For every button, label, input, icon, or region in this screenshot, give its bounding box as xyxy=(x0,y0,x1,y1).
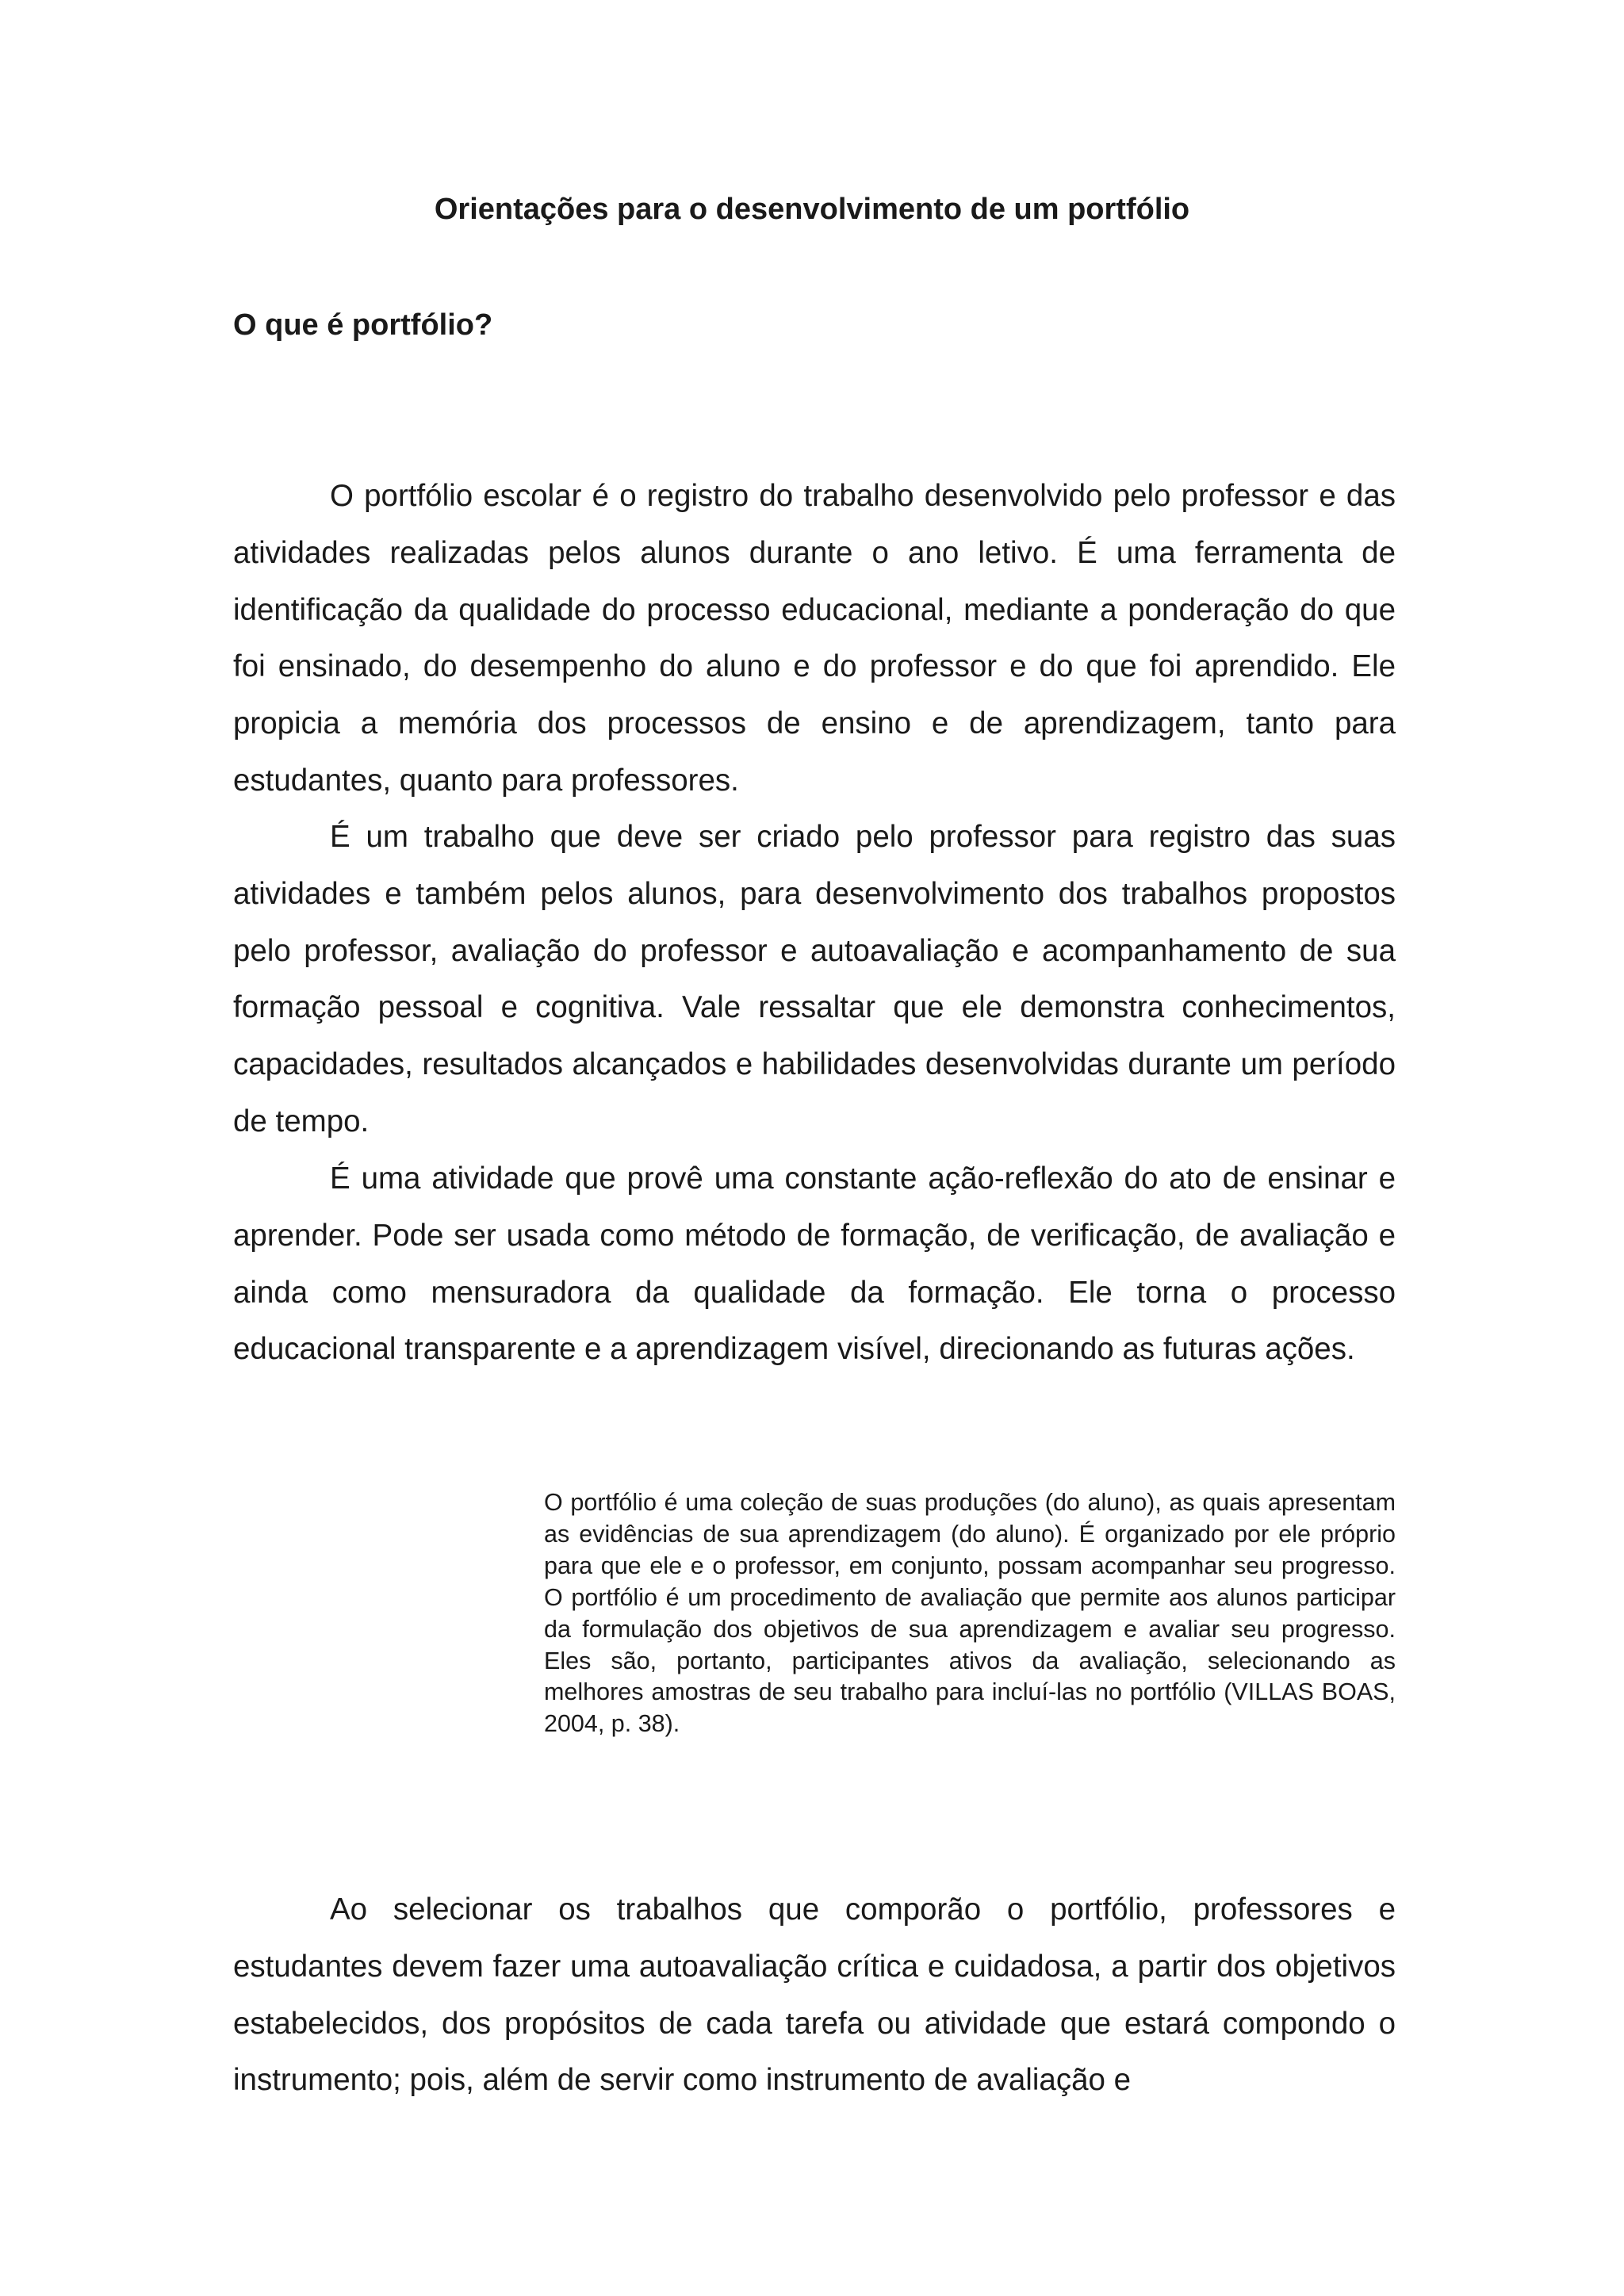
block-quote: O portfólio é uma coleção de suas produções (do aluno), as quais apresentam as evidências de sua aprendizagem (do aluno). É organizado por ele próprio para que ele e o professor, em conjunto, possam acompanhar seu progresso. O portfólio é um procedimento de avaliação que permite aos alunos participar da formulação dos objetivos de sua aprendizagem e avaliar seu progresso. Eles são, portanto, participantes ativos da avaliação, selecionando as melhores amostras de seu trabalho para incluí-las no portfólio (VILLAS BOAS, 2004, p. 38). xyxy=(544,1489,1396,1738)
paragraph-2: É um trabalho que deve ser criado pelo professor para registro das suas atividades e também pelos alunos, para desenvolvimento dos trabalhos propostos pelo professor, avaliação do professor e autoavaliação e acompanhamento de sua formação pessoal e cognitiva. Vale ressaltar que ele demonstra conhecimentos, capacidades, resultados alcançados e habilidades desenvolvidas durante um período de tempo. xyxy=(233,820,1396,1138)
closing-paragraph: Ao selecionar os trabalhos que comporão o portfólio, professores e estudantes devem fazer uma autoavaliação crítica e cuidadosa, a partir dos objetivos estabelecidos, dos propósitos de cada tarefa ou atividade que estará compondo o instrumento; pois, além de servir como instrumento de avaliação e xyxy=(233,1892,1396,2098)
paragraph-1: O portfólio escolar é o registro do trabalho desenvolvido pelo professor e das atividades realizadas pelos alunos durante o ano letivo. É uma ferramenta de identificação da qualidade do processo educacional, mediante a ponderação do que foi ensinado, do desempenho do aluno e do professor e do que foi aprendido. Ele propicia a memória dos processos de ensino e de aprendizagem, tanto para estudantes, quanto para professores. xyxy=(233,479,1396,798)
document-title: Orientações para o desenvolvimento de um portfólio xyxy=(434,193,1190,226)
section-heading: O que é portfólio? xyxy=(233,308,493,342)
paragraph-3: É uma atividade que provê uma constante ação-reflexão do ato de ensinar e aprender. Pode ser usada como método de formação, de verificação, de avaliação e ainda como mensuradora da qualidade da formação. Ele torna o processo educacional transparente e a aprendizagem visível, direcionando as futuras ações. xyxy=(233,1161,1396,1367)
